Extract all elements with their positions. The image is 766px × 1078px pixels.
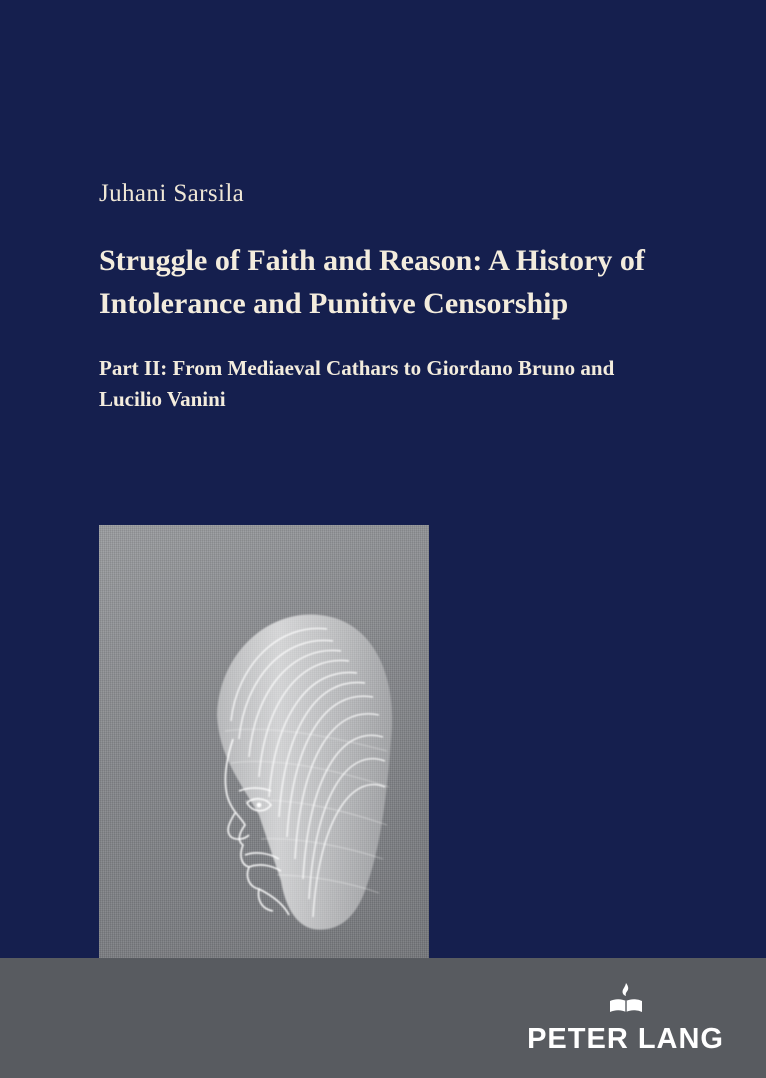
subtitle: Part II: From Mediaeval Cathars to Giordano Bruno and Lucilio Vanini <box>99 356 615 411</box>
page-title: Struggle of Faith and Reason: A History of Intolerance and Punitive Censorship <box>99 244 645 320</box>
publisher-name: PETER LANG <box>527 1023 724 1055</box>
title-block <box>99 240 659 414</box>
cover-artwork <box>99 525 429 958</box>
profile-head-drawing-icon <box>99 525 429 958</box>
open-book-with-flame-icon <box>606 979 646 1019</box>
author-name: Juhani Sarsila <box>99 180 245 207</box>
publisher-band <box>0 958 766 1078</box>
publisher-logo <box>527 979 724 1056</box>
